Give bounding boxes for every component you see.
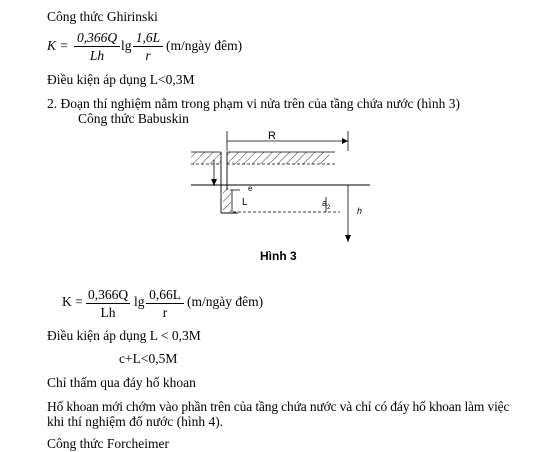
unit-label: (m/ngày đêm) <box>166 38 243 53</box>
numerator: 0,366Q <box>74 31 120 47</box>
paragraph-line-1: Hố khoan mới chớm vào phần trên của tầng chứa nước và chỉ có đáy hố khoan làm việc <box>47 399 510 414</box>
paragraph-line-2: khi thí nghiệm đổ nước (hình 4). <box>47 414 224 429</box>
condition-1: Điều kiện áp dụng L<0,3M <box>47 72 195 87</box>
denominator: r <box>162 304 168 320</box>
fraction-2 <box>146 288 184 319</box>
numerator: 0,366Q <box>87 287 129 302</box>
condition-2: Điều kiện áp dụng L < 0,3M <box>47 328 201 343</box>
note-bottom-only: Chỉ thấm qua đáy hố khoan <box>47 375 196 390</box>
condition-3: c+L<0,5M <box>119 351 178 366</box>
log-operator: lg <box>121 38 132 53</box>
denominator: r <box>145 47 151 63</box>
formula-lhs: K = <box>47 38 69 53</box>
numerator: 1,6L <box>133 31 163 47</box>
numerator: 0,66L <box>146 288 184 304</box>
ground-surface <box>191 152 335 164</box>
fraction-1 <box>86 288 130 319</box>
heading-babuskin: Công thức Babuskin <box>78 111 189 126</box>
label-a: $a_2$ <box>322 198 331 211</box>
heading-forcheimer: Công thức Forcheimer <box>47 436 170 451</box>
unit-label: (m/ngày đêm) <box>187 294 264 309</box>
aquifer-thickness <box>322 185 362 242</box>
label-h: h <box>357 206 363 216</box>
section-2-heading: 2. Đoạn thí nghiệm nằm trong phạm vi nửa trên của tầng chứa nước (hình 3) <box>47 96 460 111</box>
label-l: L <box>242 197 248 208</box>
radius-dimension <box>227 130 348 151</box>
formula-lhs: K = <box>62 294 83 309</box>
figure-caption: Hình 3 <box>260 249 297 263</box>
heading-ghirinski: Công thức Ghirinski <box>47 9 158 24</box>
log-operator: lg <box>134 294 145 309</box>
denominator: Lh <box>100 304 116 320</box>
label-r: R <box>268 130 276 142</box>
label-e: e <box>248 184 253 193</box>
denominator: Lh <box>89 47 105 63</box>
